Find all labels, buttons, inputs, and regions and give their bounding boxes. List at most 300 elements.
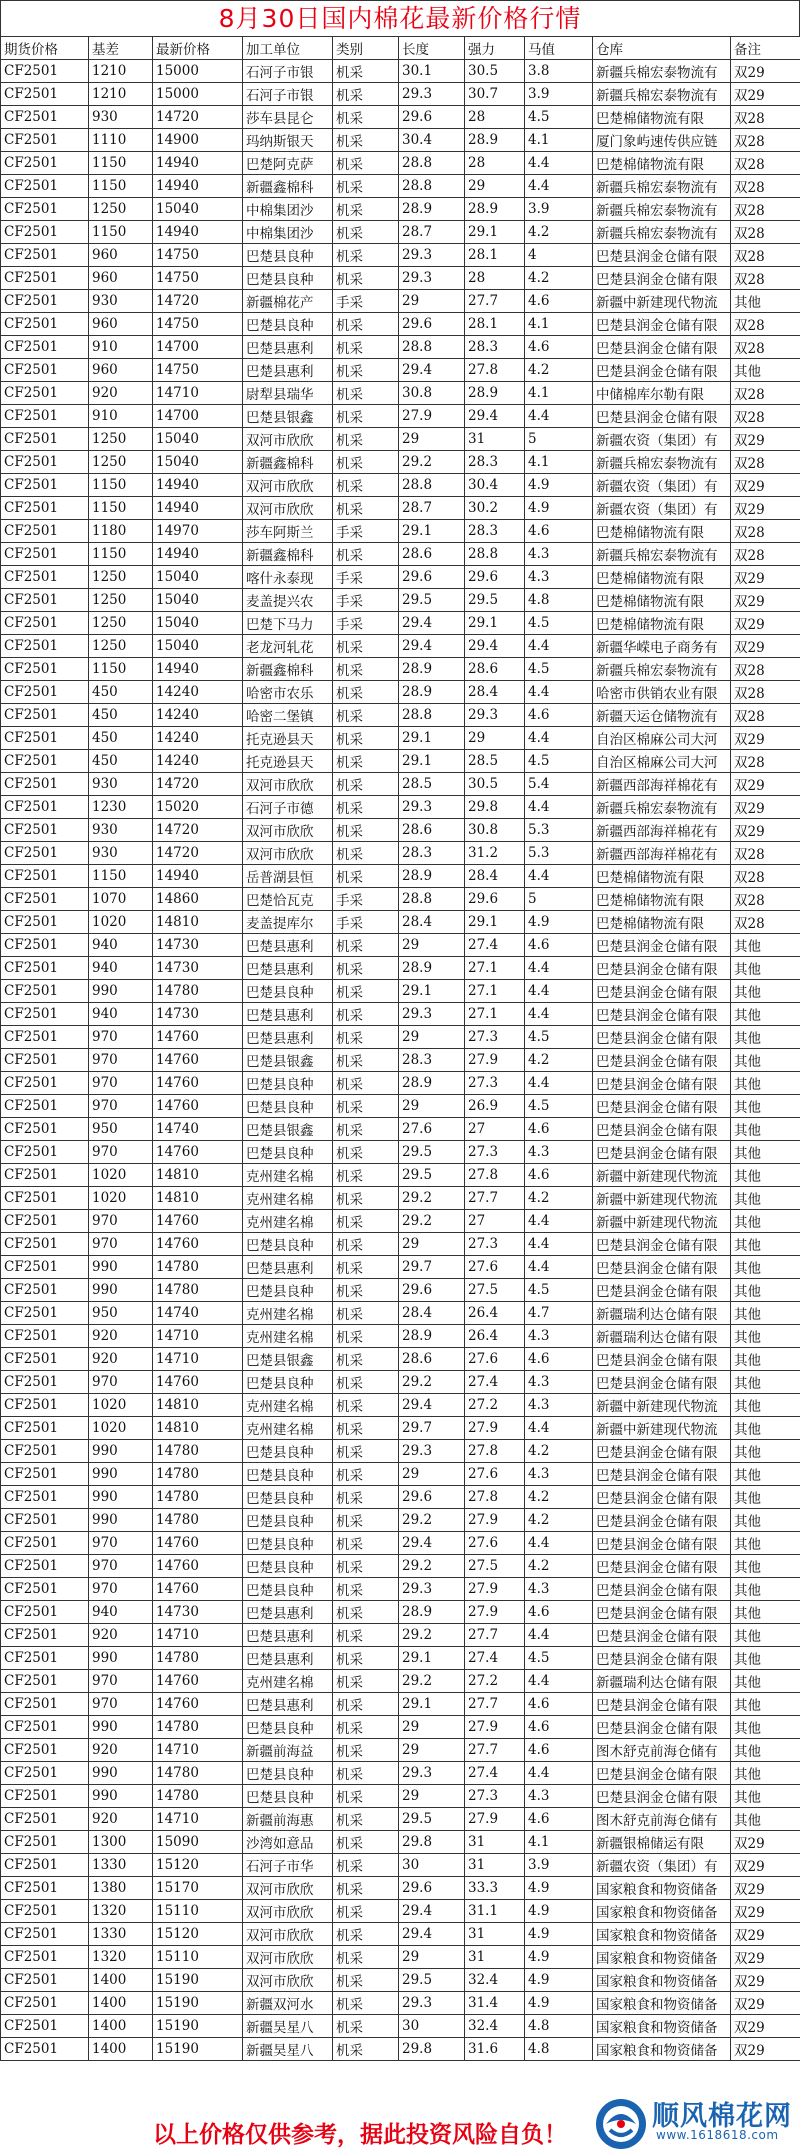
page-title: 8月30日国内棉花最新价格行情 — [0, 0, 800, 36]
length-cell: 28.7 — [399, 221, 465, 244]
strength-cell: 27.1 — [465, 957, 525, 980]
table-row — [1, 1003, 800, 1026]
futures-cell: CF2501 — [1, 658, 89, 681]
basis-cell: 940 — [89, 934, 153, 957]
table-row — [1, 911, 800, 934]
category-cell: 机采 — [333, 1555, 399, 1578]
category-cell: 机采 — [333, 819, 399, 842]
category-cell: 机采 — [333, 658, 399, 681]
futures-cell: CF2501 — [1, 750, 89, 773]
micronaire-cell: 4.2 — [525, 267, 593, 290]
strength-cell: 27.9 — [465, 1601, 525, 1624]
processor-cell: 克州建名棉 — [243, 1670, 333, 1693]
warehouse-cell: 巴楚棉储物流有限 — [593, 566, 731, 589]
table-row — [1, 1716, 800, 1739]
processor-cell: 巴楚县良种 — [243, 1578, 333, 1601]
length-cell: 29.1 — [399, 1693, 465, 1716]
length-cell: 27.6 — [399, 1118, 465, 1141]
basis-cell: 960 — [89, 359, 153, 382]
futures-cell: CF2501 — [1, 497, 89, 520]
strength-cell: 31.1 — [465, 1900, 525, 1923]
processor-cell: 玛纳斯银天 — [243, 129, 333, 152]
futures-cell: CF2501 — [1, 405, 89, 428]
length-cell: 29.2 — [399, 1670, 465, 1693]
strength-cell: 30.2 — [465, 497, 525, 520]
category-cell: 手采 — [333, 520, 399, 543]
strength-cell: 28.1 — [465, 313, 525, 336]
remark-cell: 双29 — [731, 497, 800, 520]
table-row — [1, 1210, 800, 1233]
basis-cell: 960 — [89, 267, 153, 290]
strength-cell: 27.1 — [465, 1003, 525, 1026]
length-cell: 29 — [399, 1716, 465, 1739]
disclaimer-text: 以上价格仅供参考，据此投资风险自负！ — [153, 2122, 567, 2148]
category-cell: 机采 — [333, 1716, 399, 1739]
price-cell: 14760 — [153, 1095, 243, 1118]
table-row — [1, 2015, 800, 2038]
micronaire-cell: 4.9 — [525, 1946, 593, 1969]
table-row — [1, 750, 800, 773]
category-cell: 机采 — [333, 1670, 399, 1693]
category-cell: 机采 — [333, 750, 399, 773]
remark-cell: 双29 — [731, 1877, 800, 1900]
futures-cell: CF2501 — [1, 244, 89, 267]
warehouse-cell: 新疆兵棉宏泰物流有 — [593, 451, 731, 474]
warehouse-cell: 自治区棉麻公司大河 — [593, 727, 731, 750]
table-row — [1, 60, 800, 83]
processor-cell: 莎车县昆仑 — [243, 106, 333, 129]
remark-cell: 其他 — [731, 957, 800, 980]
col-header-category: 类别 — [333, 37, 399, 60]
strength-cell: 29.1 — [465, 221, 525, 244]
micronaire-cell: 4.4 — [525, 957, 593, 980]
warehouse-cell: 巴楚县润金仓储有限 — [593, 1693, 731, 1716]
length-cell: 29.2 — [399, 1555, 465, 1578]
price-cell: 14710 — [153, 1325, 243, 1348]
micronaire-cell: 4.1 — [525, 382, 593, 405]
strength-cell: 27.3 — [465, 1785, 525, 1808]
futures-cell: CF2501 — [1, 1900, 89, 1923]
remark-cell: 其他 — [731, 1509, 800, 1532]
price-cell: 14730 — [153, 1601, 243, 1624]
price-cell: 14810 — [153, 1417, 243, 1440]
basis-cell: 1300 — [89, 1831, 153, 1854]
strength-cell: 26.4 — [465, 1302, 525, 1325]
processor-cell: 克州建名棉 — [243, 1187, 333, 1210]
strength-cell: 29.6 — [465, 888, 525, 911]
warehouse-cell: 巴楚县润金仓储有限 — [593, 957, 731, 980]
futures-cell: CF2501 — [1, 359, 89, 382]
length-cell: 30.1 — [399, 60, 465, 83]
length-cell: 28.9 — [399, 865, 465, 888]
strength-cell: 28.3 — [465, 336, 525, 359]
category-cell: 机采 — [333, 1210, 399, 1233]
warehouse-cell: 新疆西部海祥棉花有 — [593, 773, 731, 796]
table-row — [1, 221, 800, 244]
futures-cell: CF2501 — [1, 1302, 89, 1325]
category-cell: 机采 — [333, 796, 399, 819]
length-cell: 29.2 — [399, 1187, 465, 1210]
micronaire-cell: 4.4 — [525, 175, 593, 198]
strength-cell: 27 — [465, 1118, 525, 1141]
micronaire-cell: 4.4 — [525, 796, 593, 819]
length-cell: 29.7 — [399, 1417, 465, 1440]
basis-cell: 1150 — [89, 543, 153, 566]
futures-cell: CF2501 — [1, 267, 89, 290]
warehouse-cell: 新疆兵棉宏泰物流有 — [593, 221, 731, 244]
warehouse-cell: 新疆农资（集团）有 — [593, 1854, 731, 1877]
remark-cell: 双28 — [731, 842, 800, 865]
processor-cell: 巴楚县惠利 — [243, 1647, 333, 1670]
futures-cell: CF2501 — [1, 1049, 89, 1072]
futures-cell: CF2501 — [1, 451, 89, 474]
strength-cell: 27.3 — [465, 1141, 525, 1164]
remark-cell: 双29 — [731, 566, 800, 589]
processor-cell: 双河市欣欣 — [243, 1969, 333, 1992]
length-cell: 29 — [399, 290, 465, 313]
strength-cell: 28.8 — [465, 543, 525, 566]
warehouse-cell: 新疆农资（集团）有 — [593, 474, 731, 497]
strength-cell: 32.4 — [465, 1969, 525, 1992]
remark-cell: 其他 — [731, 1532, 800, 1555]
price-cell: 14940 — [153, 543, 243, 566]
micronaire-cell: 4.9 — [525, 911, 593, 934]
price-cell: 14940 — [153, 175, 243, 198]
futures-cell: CF2501 — [1, 382, 89, 405]
strength-cell: 27.3 — [465, 1026, 525, 1049]
basis-cell: 930 — [89, 773, 153, 796]
strength-cell: 28.4 — [465, 865, 525, 888]
futures-cell: CF2501 — [1, 911, 89, 934]
basis-cell: 970 — [89, 1371, 153, 1394]
warehouse-cell: 国家粮食和物资储备 — [593, 1900, 731, 1923]
micronaire-cell: 4.2 — [525, 1555, 593, 1578]
warehouse-cell: 新疆西部海祥棉花有 — [593, 842, 731, 865]
price-cell: 14900 — [153, 129, 243, 152]
futures-cell: CF2501 — [1, 1164, 89, 1187]
strength-cell: 27.2 — [465, 1670, 525, 1693]
strength-cell: 28.5 — [465, 750, 525, 773]
col-header-remark: 备注 — [731, 37, 800, 60]
table-row — [1, 658, 800, 681]
price-cell: 14780 — [153, 1440, 243, 1463]
category-cell: 机采 — [333, 382, 399, 405]
category-cell: 机采 — [333, 1992, 399, 2015]
processor-cell: 双河市欣欣 — [243, 1946, 333, 1969]
table-row — [1, 1463, 800, 1486]
warehouse-cell: 新疆兵棉宏泰物流有 — [593, 175, 731, 198]
processor-cell: 双河市欣欣 — [243, 842, 333, 865]
remark-cell: 其他 — [731, 1141, 800, 1164]
micronaire-cell: 4.6 — [525, 1601, 593, 1624]
basis-cell: 1250 — [89, 566, 153, 589]
futures-cell: CF2501 — [1, 1233, 89, 1256]
category-cell: 手采 — [333, 888, 399, 911]
col-header-basis: 基差 — [89, 37, 153, 60]
strength-cell: 29 — [465, 727, 525, 750]
remark-cell: 双28 — [731, 543, 800, 566]
strength-cell: 26.9 — [465, 1095, 525, 1118]
remark-cell: 双29 — [731, 83, 800, 106]
futures-cell: CF2501 — [1, 1992, 89, 2015]
table-row — [1, 497, 800, 520]
warehouse-cell: 巴楚县润金仓储有限 — [593, 1279, 731, 1302]
price-cell: 15190 — [153, 2038, 243, 2061]
futures-cell: CF2501 — [1, 1417, 89, 1440]
warehouse-cell: 巴楚县润金仓储有限 — [593, 1555, 731, 1578]
warehouse-cell: 新疆兵棉宏泰物流有 — [593, 60, 731, 83]
length-cell: 29.3 — [399, 1992, 465, 2015]
table-row — [1, 1187, 800, 1210]
warehouse-cell: 巴楚县润金仓储有限 — [593, 1371, 731, 1394]
price-cell: 14760 — [153, 1141, 243, 1164]
length-cell: 28.8 — [399, 888, 465, 911]
basis-cell: 970 — [89, 1026, 153, 1049]
category-cell: 机采 — [333, 106, 399, 129]
table-row — [1, 1900, 800, 1923]
warehouse-cell: 巴楚县润金仓储有限 — [593, 359, 731, 382]
basis-cell: 950 — [89, 1302, 153, 1325]
length-cell: 28.6 — [399, 819, 465, 842]
remark-cell: 其他 — [731, 1302, 800, 1325]
futures-cell: CF2501 — [1, 1785, 89, 1808]
strength-cell: 27.8 — [465, 359, 525, 382]
futures-cell: CF2501 — [1, 1440, 89, 1463]
table-row — [1, 727, 800, 750]
processor-cell: 巴楚县惠利 — [243, 359, 333, 382]
price-cell: 15090 — [153, 1831, 243, 1854]
price-cell: 15040 — [153, 198, 243, 221]
remark-cell: 其他 — [731, 1394, 800, 1417]
micronaire-cell: 4.5 — [525, 1279, 593, 1302]
price-cell: 14710 — [153, 1624, 243, 1647]
price-cell: 14730 — [153, 1003, 243, 1026]
warehouse-cell: 新疆中新建现代物流 — [593, 1210, 731, 1233]
warehouse-cell: 巴楚县润金仓储有限 — [593, 1141, 731, 1164]
remark-cell: 其他 — [731, 1739, 800, 1762]
category-cell: 机采 — [333, 865, 399, 888]
strength-cell: 27.7 — [465, 290, 525, 313]
price-cell: 14780 — [153, 1509, 243, 1532]
strength-cell: 29.8 — [465, 796, 525, 819]
processor-cell: 巴楚县良种 — [243, 1785, 333, 1808]
length-cell: 29.2 — [399, 1624, 465, 1647]
table-row — [1, 267, 800, 290]
strength-cell: 30.8 — [465, 819, 525, 842]
price-cell: 14780 — [153, 1279, 243, 1302]
price-cell: 15170 — [153, 1877, 243, 1900]
futures-cell: CF2501 — [1, 1509, 89, 1532]
processor-cell: 巴楚县良种 — [243, 1141, 333, 1164]
warehouse-cell: 巴楚棉储物流有限 — [593, 589, 731, 612]
price-cell: 14710 — [153, 1348, 243, 1371]
processor-cell: 石河子市银 — [243, 83, 333, 106]
remark-cell: 其他 — [731, 1440, 800, 1463]
price-cell: 14760 — [153, 1693, 243, 1716]
category-cell: 机采 — [333, 1072, 399, 1095]
strength-cell: 29.1 — [465, 911, 525, 934]
price-cell: 14240 — [153, 727, 243, 750]
micronaire-cell: 4.6 — [525, 1118, 593, 1141]
basis-cell: 990 — [89, 1716, 153, 1739]
table-row — [1, 1026, 800, 1049]
basis-cell: 990 — [89, 1463, 153, 1486]
length-cell: 29.5 — [399, 589, 465, 612]
table-row — [1, 1256, 800, 1279]
category-cell: 机采 — [333, 1394, 399, 1417]
warehouse-cell: 厦门象屿速传供应链 — [593, 129, 731, 152]
table-row — [1, 1739, 800, 1762]
price-cell: 15000 — [153, 60, 243, 83]
table-row — [1, 175, 800, 198]
processor-cell: 新疆鑫棉科 — [243, 175, 333, 198]
strength-cell: 27.8 — [465, 1486, 525, 1509]
processor-cell: 巴楚县惠利 — [243, 336, 333, 359]
table-row — [1, 451, 800, 474]
table-row — [1, 428, 800, 451]
remark-cell: 双28 — [731, 865, 800, 888]
strength-cell: 28.6 — [465, 658, 525, 681]
processor-cell: 新疆棉花产 — [243, 290, 333, 313]
processor-cell: 麦盖提库尔 — [243, 911, 333, 934]
length-cell: 29.2 — [399, 451, 465, 474]
strength-cell: 29 — [465, 175, 525, 198]
table-row — [1, 888, 800, 911]
warehouse-cell: 巴楚棉储物流有限 — [593, 888, 731, 911]
basis-cell: 920 — [89, 1739, 153, 1762]
basis-cell: 930 — [89, 842, 153, 865]
processor-cell: 克州建名棉 — [243, 1210, 333, 1233]
price-cell: 14810 — [153, 911, 243, 934]
remark-cell: 双28 — [731, 129, 800, 152]
price-cell: 14750 — [153, 244, 243, 267]
basis-cell: 1250 — [89, 428, 153, 451]
logo-text: 顺风棉花网 — [652, 2101, 792, 2132]
table-row — [1, 635, 800, 658]
length-cell: 28.6 — [399, 543, 465, 566]
processor-cell: 巴楚县银鑫 — [243, 405, 333, 428]
basis-cell: 990 — [89, 980, 153, 1003]
site-logo[interactable] — [592, 2088, 792, 2150]
table-row — [1, 1394, 800, 1417]
processor-cell: 巴楚县良种 — [243, 1440, 333, 1463]
warehouse-cell: 新疆兵棉宏泰物流有 — [593, 198, 731, 221]
futures-cell: CF2501 — [1, 2015, 89, 2038]
futures-cell: CF2501 — [1, 1095, 89, 1118]
futures-cell: CF2501 — [1, 290, 89, 313]
micronaire-cell: 4.9 — [525, 1969, 593, 1992]
strength-cell: 29.3 — [465, 704, 525, 727]
category-cell: 机采 — [333, 842, 399, 865]
processor-cell: 双河市欣欣 — [243, 819, 333, 842]
futures-cell: CF2501 — [1, 1026, 89, 1049]
strength-cell: 28.9 — [465, 382, 525, 405]
micronaire-cell: 4.3 — [525, 1463, 593, 1486]
micronaire-cell: 4.4 — [525, 405, 593, 428]
micronaire-cell: 4.5 — [525, 658, 593, 681]
remark-cell: 其他 — [731, 290, 800, 313]
futures-cell: CF2501 — [1, 865, 89, 888]
remark-cell: 双29 — [731, 2015, 800, 2038]
length-cell: 29.4 — [399, 1394, 465, 1417]
strength-cell: 31.2 — [465, 842, 525, 865]
micronaire-cell: 4.4 — [525, 1072, 593, 1095]
category-cell: 手采 — [333, 612, 399, 635]
length-cell: 29.3 — [399, 83, 465, 106]
warehouse-cell: 国家粮食和物资储备 — [593, 1923, 731, 1946]
futures-cell: CF2501 — [1, 842, 89, 865]
strength-cell: 27.5 — [465, 1555, 525, 1578]
processor-cell: 托克逊县天 — [243, 750, 333, 773]
micronaire-cell: 4.4 — [525, 681, 593, 704]
length-cell: 29 — [399, 934, 465, 957]
micronaire-cell: 4.3 — [525, 1394, 593, 1417]
category-cell: 机采 — [333, 1693, 399, 1716]
strength-cell: 27.3 — [465, 1072, 525, 1095]
price-cell: 14940 — [153, 658, 243, 681]
warehouse-cell: 国家粮食和物资储备 — [593, 2038, 731, 2061]
remark-cell: 双29 — [731, 1969, 800, 1992]
price-cell: 14730 — [153, 957, 243, 980]
remark-cell: 其他 — [731, 1049, 800, 1072]
processor-cell: 石河子市德 — [243, 796, 333, 819]
table-row — [1, 244, 800, 267]
length-cell: 29.3 — [399, 244, 465, 267]
basis-cell: 1150 — [89, 658, 153, 681]
futures-cell: CF2501 — [1, 1394, 89, 1417]
table-row — [1, 1509, 800, 1532]
length-cell: 28.7 — [399, 497, 465, 520]
remark-cell: 双29 — [731, 796, 800, 819]
remark-cell: 双28 — [731, 451, 800, 474]
remark-cell: 其他 — [731, 359, 800, 382]
processor-cell: 哈密市农乐 — [243, 681, 333, 704]
price-cell: 14240 — [153, 681, 243, 704]
remark-cell: 其他 — [731, 1808, 800, 1831]
strength-cell: 27.9 — [465, 1578, 525, 1601]
length-cell: 29.4 — [399, 1900, 465, 1923]
basis-cell: 930 — [89, 290, 153, 313]
basis-cell: 920 — [89, 1624, 153, 1647]
basis-cell: 990 — [89, 1440, 153, 1463]
length-cell: 29.5 — [399, 1969, 465, 1992]
processor-cell: 巴楚县良种 — [243, 1532, 333, 1555]
strength-cell: 27.9 — [465, 1509, 525, 1532]
col-header-warehouse: 仓库 — [593, 37, 731, 60]
length-cell: 29.3 — [399, 267, 465, 290]
futures-cell: CF2501 — [1, 566, 89, 589]
table-row — [1, 865, 800, 888]
futures-cell: CF2501 — [1, 1210, 89, 1233]
processor-cell: 托克逊县天 — [243, 727, 333, 750]
basis-cell: 990 — [89, 1256, 153, 1279]
strength-cell: 31 — [465, 1946, 525, 1969]
futures-cell: CF2501 — [1, 957, 89, 980]
length-cell: 29.1 — [399, 750, 465, 773]
price-cell: 14730 — [153, 934, 243, 957]
futures-cell: CF2501 — [1, 221, 89, 244]
strength-cell: 27.4 — [465, 1371, 525, 1394]
price-cell: 14760 — [153, 1555, 243, 1578]
warehouse-cell: 巴楚县润金仓储有限 — [593, 405, 731, 428]
category-cell: 机采 — [333, 1946, 399, 1969]
micronaire-cell: 4.4 — [525, 152, 593, 175]
price-cell: 14860 — [153, 888, 243, 911]
length-cell: 29 — [399, 1026, 465, 1049]
remark-cell: 双29 — [731, 2038, 800, 2061]
length-cell: 29.6 — [399, 106, 465, 129]
micronaire-cell: 4.6 — [525, 520, 593, 543]
